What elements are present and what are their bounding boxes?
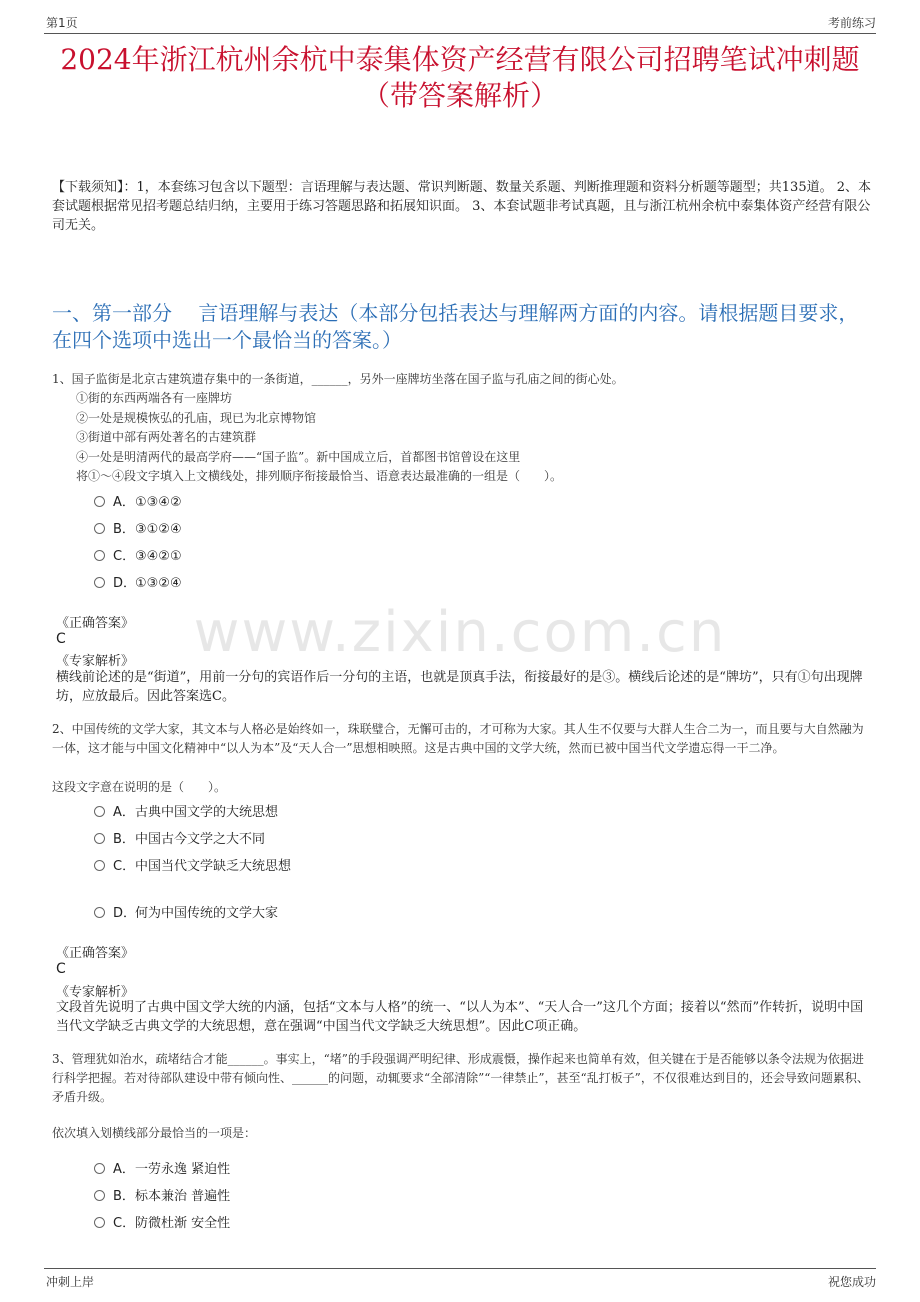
header-rule xyxy=(44,33,876,34)
radio-button-icon[interactable] xyxy=(94,907,105,918)
question-3-option-a[interactable]: A．一劳永逸 紧迫性 xyxy=(94,1158,230,1177)
question-1-option-d[interactable]: D．①③②④ xyxy=(94,572,182,591)
question-1-item: ④一处是明清两代的最高学府——“国子监”。新中国成立后，首都图书馆曾设在这里 xyxy=(76,450,521,464)
radio-button-icon[interactable] xyxy=(94,1190,105,1201)
watermark: www.zixin.com.cn xyxy=(193,600,727,665)
question-1-stem: 1、国子监街是北京古建筑遗存集中的一条街道，______，另外一座牌坊坐落在国子监与孔庙之间的街心处。 xyxy=(52,372,624,386)
radio-button-icon[interactable] xyxy=(94,860,105,871)
question-3-prompt: 依次填入划横线部分最恰当的一项是： xyxy=(52,1126,257,1140)
correct-answer-label: 《正确答案》 xyxy=(56,616,135,631)
question-3-option-c[interactable]: C．防微杜渐 安全性 xyxy=(94,1212,230,1231)
radio-button-icon[interactable] xyxy=(94,806,105,817)
footer-right-label: 祝您成功 xyxy=(827,1275,876,1289)
question-2-option-d[interactable]: D．何为中国传统的文学大家 xyxy=(94,902,278,921)
correct-answer-value: C xyxy=(56,631,66,647)
question-2-option-b[interactable]: B．中国古今文学之大不同 xyxy=(94,828,265,847)
page-number: 第1页 xyxy=(46,16,78,30)
correct-answer-label: 《正确答案》 xyxy=(56,946,135,961)
question-2-prompt: 这段文字意在说明的是（ ）。 xyxy=(52,780,227,794)
radio-button-icon[interactable] xyxy=(94,496,105,507)
question-1-item: ①街的东西两端各有一座牌坊 xyxy=(76,391,233,405)
radio-button-icon[interactable] xyxy=(94,550,105,561)
question-1-prompt: 将①～④段文字填入上文横线处，排列顺序衔接最恰当、语意表达最准确的一组是（ ）。 xyxy=(76,469,563,483)
question-2-stem: 2、中国传统的文学大家，其文本与人格必是始终如一，珠联璧合，无懈可击的，才可称为大家。其人生不仅要与大群人生合二为一，而且要与大自然融为一体，这才能与中国文化精神中“以人为本”及“天人合一”思想相映照。这是古典中国的文学大统，然而已被中国当代文学遗忘得一干二净。 xyxy=(52,722,864,755)
question-1-item: ②一处是规模恢弘的孔庙，现已为北京博物馆 xyxy=(76,411,317,425)
question-3-option-b[interactable]: B．标本兼治 普遍性 xyxy=(94,1185,230,1204)
correct-answer-value: C xyxy=(56,961,66,977)
document-title: 2024年浙江杭州余杭中泰集体资产经营有限公司招聘笔试冲刺题（带答案解析） xyxy=(60,43,860,112)
radio-button-icon[interactable] xyxy=(94,1217,105,1228)
radio-button-icon[interactable] xyxy=(94,577,105,588)
question-1-option-c[interactable]: C．③④②① xyxy=(94,545,182,564)
expert-analysis-text: 文段首先说明了古典中国文学大统的内涵，包括“文本与人格”的统一、“以人为本”、“天人合一”这几个方面；接着以“然而”作转折，说明中国当代文学缺乏古典文学的大统思想，意在强调“中国当代文学缺乏大统思想”。因此C项正确。 xyxy=(56,1000,864,1034)
footer-left-label: 冲刺上岸 xyxy=(46,1275,95,1289)
header-label: 考前练习 xyxy=(827,16,876,30)
question-1-item: ③街道中部有两处著名的古建筑群 xyxy=(76,430,257,444)
radio-button-icon[interactable] xyxy=(94,833,105,844)
section-heading: 一、第一部分 言语理解与表达（本部分包括表达与理解两方面的内容。请根据题目要求，在四个选项中选出一个最恰当的答案。） xyxy=(52,301,859,352)
expert-analysis-label: 《专家解析》 xyxy=(56,985,135,1000)
question-2-option-c[interactable]: C．中国当代文学缺乏大统思想 xyxy=(94,855,291,874)
expert-analysis-text: 横线前论述的是“街道”，用前一分句的宾语作后一分句的主语，也就是顶真手法，衔接最好的是③。横线后论述的是“牌坊”，只有①句出现牌坊，应放最后。因此答案选C。 xyxy=(56,670,863,704)
question-1-option-b[interactable]: B．③①②④ xyxy=(94,518,182,537)
expert-analysis-label: 《专家解析》 xyxy=(56,654,135,669)
question-3-stem: 3、管理犹如治水，疏堵结合才能______。事实上，“堵”的手段强调严明纪律、形成震慑，操作起来也简单有效，但关键在于是否能够以条令法规为依据进行科学把握。若对待部队建设中带有倾向性、______的问题，动辄要求“全部清除”“一律禁止”，甚至“乱打板子”，不仅很难达到目的，还会导致问题累积、矛盾升级。 xyxy=(52,1052,869,1104)
radio-button-icon[interactable] xyxy=(94,523,105,534)
radio-button-icon[interactable] xyxy=(94,1163,105,1174)
download-notice: 【下载须知】：1，本套练习包含以下题型：言语理解与表达题、常识判断题、数量关系题、判断推理题和资料分析题等题型；共135道。 2、本套试题根据常见招考题总结归纳，主要用于练习答题思路和拓展知识面。 3、本套试题非考试真题，且与浙江杭州余杭中泰集体资产经营有限公司无关。 xyxy=(52,180,871,233)
question-1-option-a[interactable]: A．①③④② xyxy=(94,491,182,510)
question-2-option-a[interactable]: A．古典中国文学的大统思想 xyxy=(94,801,278,820)
footer-rule xyxy=(44,1268,876,1269)
